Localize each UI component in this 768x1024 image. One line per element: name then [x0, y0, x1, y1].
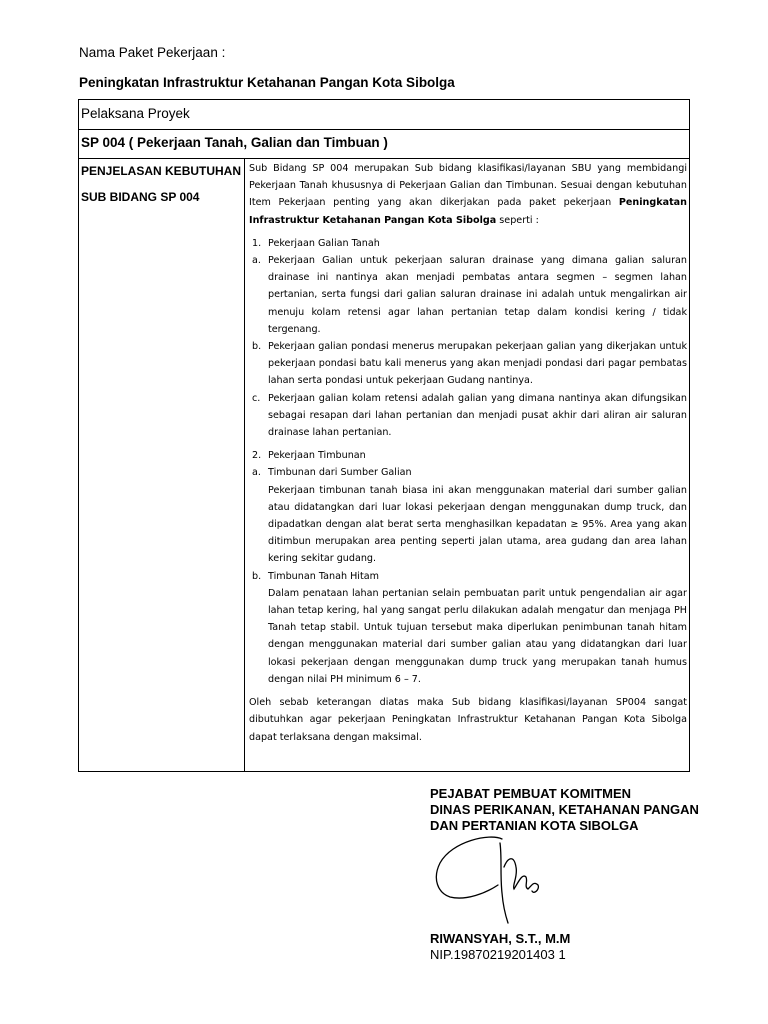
section-1b-text: Pekerjaan galian pondasi menerus merupakan pekerjaan galian yang dikerjakan untuk pekerjaan pondasi batu kali menerus yang akan menjadi pondasi dari pagar pembatas lahan serta pondasi untuk pekerjaan Gudang nantinya. — [268, 341, 687, 387]
sp-title-row — [78, 129, 690, 158]
nama-paket-value: Peningkatan Infrastruktur Ketahanan Pangan Kota Sibolga — [79, 75, 455, 90]
section-2b-text: Dalam penataan lahan pertanian selain pembuatan parit untuk pengendalian air agar lahan tetap kering, hal yang sangat perlu dilakukan adalah mengatur dan menjaga PH Tanah tetap stabil. Untuk tujuan tersebut maka diperlukan penimbunan tanah hitam dengan menggunakan material dari sumber galian atau yang didatangkan dari luar lokasi pekerjaan dengan menggunakan dump truck yang merupakan tanah humus dengan nilai PH minimum 6 – 7. — [268, 587, 687, 685]
section-1-marker: 1. — [252, 237, 262, 249]
section-1a-text: Pekerjaan Galian untuk pekerjaan saluran drainase yang dimana galian saluran drainase ini nantinya akan menjadi pembatas antara segmen – segmen lahan pertanian, serta fungsi dari galian saluran drainase ini adalah untuk mengalirkan air menuju kolam retensi agar lahan pertanian tetap dalam kondisi kering / tidak tergenang. — [268, 255, 687, 335]
explanation-text — [249, 160, 687, 746]
signature-title-2: DINAS PERIKANAN, KETAHANAN PANGAN — [430, 802, 699, 817]
pelaksana-label: Pelaksana Proyek — [81, 106, 190, 121]
section-2b-marker: b. — [252, 570, 262, 582]
signature-title-3: DAN PERTANIAN KOTA SIBOLGA — [430, 818, 639, 833]
left-heading-2: SUB BIDANG SP 004 — [81, 190, 200, 204]
nama-paket-label: Nama Paket Pekerjaan : — [79, 45, 226, 60]
pelaksana-row — [78, 99, 690, 129]
section-2a-text: Pekerjaan timbunan tanah biasa ini akan menggunakan material dari sumber galian atau didatangkan dari luar lokasi pekerjaan dengan menggunakan dump truck, dan dipadatkan dengan alat berat serta menghasilkan kepadatan ≥ 95%. Area yang akan ditimbun merupakan area penting seperti jalan utama, area gudang dan area lahan kering sekitar gudang. — [268, 484, 687, 565]
section-1-heading — [249, 235, 687, 252]
section-1-title: Pekerjaan Galian Tanah — [268, 237, 380, 249]
section-2a-heading — [249, 464, 687, 481]
section-1b-marker: b. — [252, 341, 262, 353]
section-2-heading — [249, 447, 687, 464]
section-1c-text: Pekerjaan galian kolam retensi adalah galian yang dimana nantinya akan difungsikan sebagai resapan dari lahan pertanian dan menjadi pusat akhir dari aliran air saluran drainase lahan pertanian. — [268, 392, 687, 439]
section-1a — [249, 252, 687, 338]
section-2b-title: Timbunan Tanah Hitam — [268, 570, 379, 582]
explanation-table — [78, 158, 690, 772]
sp-title: SP 004 ( Pekerjaan Tanah, Galian dan Timbuan ) — [81, 135, 388, 150]
handwritten-signature — [430, 833, 550, 925]
signature-title-1: PEJABAT PEMBUAT KOMITMEN — [430, 786, 632, 801]
closing-paragraph: Oleh sebab keterangan diatas maka Sub bidang klasifikasi/layanan SP004 sangat dibutuhkan agar pekerjaan Peningkatan Infrastruktur Ketahanan Pangan Kota Sibolga dapat terlaksana dengan maksimal. — [249, 697, 687, 743]
official-name: RIWANSYAH, S.T., M.M — [430, 931, 571, 946]
intro-paragraph: Sub Bidang SP 004 merupakan Sub bidang klasifikasi/layanan SBU yang membidangi Pekerjaan Tanah khususnya di Pekerjaan Galian dan Timbunan. Sesuai dengan kebutuhan Item Pekerjaan penting yang akan dikerjakan pada paket pekerjaan Peningkatan Infrastruktur Ketahanan Pangan Kota Sibolga seperti : — [249, 163, 687, 226]
section-2-title: Pekerjaan Timbunan — [268, 450, 366, 462]
section-2b-heading — [249, 568, 687, 585]
section-1a-marker: a. — [252, 255, 261, 267]
official-nip: NIP.19870219201403 1 — [430, 947, 566, 962]
section-1c-marker: c. — [252, 392, 261, 404]
section-1c — [249, 390, 687, 442]
column-divider — [244, 159, 245, 771]
section-2a-marker: a. — [252, 467, 261, 479]
section-2-marker: 2. — [252, 450, 262, 462]
left-heading-1: PENJELASAN KEBUTUHAN — [81, 164, 242, 178]
section-1b — [249, 338, 687, 390]
section-2a-title: Timbunan dari Sumber Galian — [268, 467, 412, 479]
